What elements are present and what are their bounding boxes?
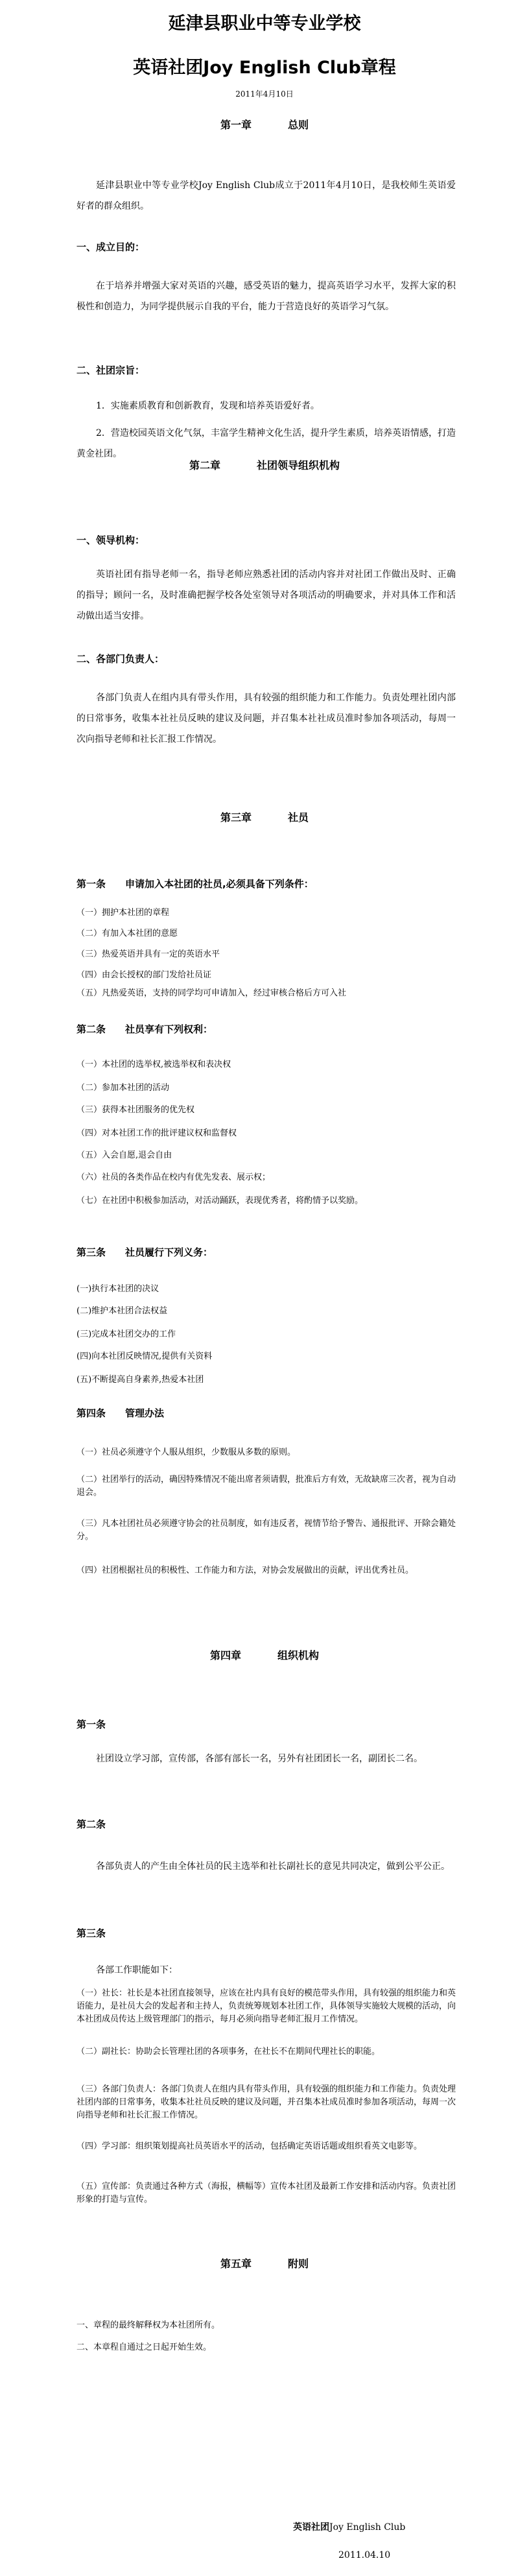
ch4-article-3-heading: 第三条	[76, 1927, 106, 1939]
signature-date: 2011.04.10	[338, 2550, 391, 2560]
ch3-a2-item-4: （四）对本社团工作的批评建议权和监督权	[76, 1128, 237, 1138]
document-date: 2011年4月10日	[235, 89, 294, 99]
ch3-article-2-heading: 第二条 社员享有下列权利：	[76, 1023, 213, 1035]
ch1-section-1-heading: 一、成立目的：	[76, 241, 145, 253]
signature-org-en: Joy English Club	[329, 2522, 406, 2533]
ch3-a4-item-4: （四）社团根据社员的积极性、工作能力和方法，对协会发展做出的贡献，评出优秀社员。	[76, 1566, 414, 1575]
chapter-1-heading	[0, 117, 529, 132]
ch3-a2-item-1: （一）本社团的选举权,被选举权和表决权	[76, 1060, 231, 1069]
chapter-4-number: 第四章	[209, 1649, 241, 1662]
ch3-a1-item-4: （四）由会长授权的部门发给社员证	[76, 970, 212, 980]
chapter-3-number: 第三章	[220, 811, 252, 824]
ch3-a1-item-1: （一）拥护本社团的章程	[76, 908, 170, 918]
chapter-2-name: 社团领导组织机构	[257, 459, 340, 471]
ch3-a3-item-3: (三)完成本社团交办的工作	[76, 1330, 176, 1339]
chapter-2-heading	[0, 457, 529, 472]
ch3-a4-item-2: （二）社团举行的活动，确因特殊情况不能出席者须请假，批准后方有效，无故缺席三次者，视为自动退会。	[76, 1475, 456, 1497]
chapter-1-name: 总则	[288, 119, 309, 131]
document-title-line1: 延津县职业中等专业学校	[168, 14, 361, 34]
ch4-a3-item-4: （四）学习部：组织策划提高社员英语水平的活动，包括确定英语话题或组织看英文电影等。	[76, 2141, 423, 2151]
ch4-a3-item-3: （三）各部门负责人：各部门负责人在组内具有带头作用，具有较强的组织能力和工作能力。负责处理社团内部的日常事务，收集本社社员反映的建议及问题，并召集本社成员准时参加各项活动，每周一次向指导老师和社长汇报工作情况。	[76, 2084, 456, 2120]
ch3-a4-item-1: （一）社员必须遵守个人服从组织，少数服从多数的原则。	[76, 1448, 296, 1457]
ch3-a3-item-1: (一)执行本社团的决议	[76, 1284, 159, 1294]
ch1-section-2-item-2: 2．营造校园英语文化气氛，丰富学生精神文化生活，提升学生素质，培养英语情感，打造黄金社团。	[76, 428, 456, 459]
chapter-5-heading	[0, 2256, 529, 2271]
ch2-section-2-heading: 二、各部门负责人：	[76, 653, 165, 665]
ch1-section-1-text: 在于培养并增强大家对英语的兴趣，感受英语的魅力，提高英语学习水平，发挥大家的积极性和创造力，为同学提供展示自我的平台，能力于营造良好的英语学习气氛。	[76, 281, 456, 312]
chapter-4-heading	[0, 1647, 529, 1662]
ch3-a1-item-5: （五）凡热爱英语，支持的同学均可申请加入，经过审核合格后方可入社	[76, 988, 347, 998]
ch4-article-1-text: 社团设立学习部，宣传部，各部有部长一名，另外有社团团长一名，副团长二名。	[96, 1754, 423, 1764]
signature-org	[293, 2520, 405, 2533]
ch4-article-2-heading: 第二条	[76, 1819, 106, 1830]
ch4-article-2-text: 各部负责人的产生由全体社员的民主选举和社长副社长的意见共同决定，做到公平公正。	[96, 1861, 450, 1872]
ch3-a2-item-7: （七）在社团中积极参加活动，对活动踊跃，表现优秀者，将酌情予以奖励。	[76, 1196, 364, 1206]
chapter-5-name: 附则	[288, 2258, 309, 2270]
ch2-section-1-heading: 一、领导机构：	[76, 534, 145, 546]
ch2-section-2-text: 各部门负责人在组内具有带头作用，具有较强的组织能力和工作能力。负责处理社团内部的日常事务，收集本社社员反映的建议及问题，并召集本社社成员准时参加各项活动，每周一次向指导老师和社长汇报工作情况。	[76, 693, 456, 745]
chapter-4-name: 组织机构	[277, 1649, 320, 1662]
ch3-a3-item-2: (二)维护本社团合法权益	[76, 1306, 168, 1316]
ch4-a3-item-2: （二）副社长：协助会长管理社团的各项事务，在社长不在期间代理社长的职能。	[76, 2047, 381, 2057]
ch4-a3-item-1: （一）社长：社长是本社团直接领导，应该在社内具有良好的模范带头作用，具有较强的组织能力和英语能力，是社员大会的发起者和主持人，负责统筹规划本社团工作，具体领导实施较大规模的活动，向本社团成员传达上级管理部门的指示，每月必须向指导老师汇报月工作情况。	[76, 1988, 456, 2024]
ch3-a3-item-5: (五)不断提高自身素养,热爱本社团	[76, 1375, 204, 1385]
ch3-a1-item-2: （二）有加入本社团的意愿	[76, 929, 178, 938]
ch3-a2-item-5: （五）入会自愿,退会自由	[76, 1151, 172, 1160]
ch5-item-2: 二、本章程自通过之日起开始生效。	[76, 2343, 212, 2352]
ch3-a1-item-3: （三）热爱英语并具有一定的英语水平	[76, 949, 220, 959]
ch5-item-1: 一、章程的最终解释权为本社团所有。	[76, 2320, 220, 2330]
ch3-a3-item-4: (四)向本社团反映情况,提供有关资料	[76, 1352, 213, 1361]
ch4-article-1-heading: 第一条	[76, 1719, 106, 1730]
ch1-section-2-heading: 二、社团宗旨：	[76, 364, 145, 376]
chapter-5-number: 第五章	[220, 2258, 252, 2270]
ch3-a2-item-6: （六）社员的各类作品在校内有优先发表、展示权；	[76, 1173, 271, 1182]
chapter-2-number: 第二章	[189, 459, 220, 471]
ch4-a3-item-5: （五）宣传部：负责通过各种方式（海报，横幅等）宣传本社团及最新工作安排和活动内容。负责社团形象的打造与宣传。	[76, 2182, 456, 2204]
ch3-a2-item-3: （三）获得本社团服务的优先权	[76, 1105, 195, 1115]
ch3-a2-item-2: （二）参加本社团的活动	[76, 1083, 170, 1093]
chapter-3-heading	[0, 809, 529, 824]
ch3-a4-item-3: （三）凡本社团社员必须遵守协会的社员制度，如有违反者，视情节给予警告、通报批评、开除会籍处分。	[76, 1519, 456, 1542]
ch2-section-1-text: 英语社团有指导老师一名，指导老师应熟悉社团的活动内容并对社团工作做出及时、正确的指导；顾问一名，及时准确把握学校各处室领导对各项活动的明确要求，并对具体工作和活动做出适当安排。	[76, 569, 456, 621]
ch3-article-1-heading: 第一条 申请加入本社团的社员,必须具备下列条件：	[76, 878, 314, 890]
ch3-article-3-heading: 第三条 社员履行下列义务：	[76, 1246, 213, 1258]
chapter-3-name: 社员	[288, 811, 309, 824]
ch3-article-4-heading: 第四条 管理办法	[76, 1407, 165, 1419]
ch1-section-2-item-1: 1．实施素质教育和创新教育，发现和培养英语爱好者。	[96, 401, 320, 411]
ch4-article-3-intro: 各部工作职能如下：	[96, 1965, 178, 1975]
chapter-1-intro: 延津县职业中等专业学校Joy English Club成立于2011年4月10日，是我校师生英语爱好者的群众组织。	[76, 180, 456, 211]
document-title-line2: 英语社团Joy English Club章程	[133, 58, 396, 78]
chapter-1-number: 第一章	[220, 119, 252, 131]
signature-org-cn: 英语社团	[293, 2522, 329, 2533]
